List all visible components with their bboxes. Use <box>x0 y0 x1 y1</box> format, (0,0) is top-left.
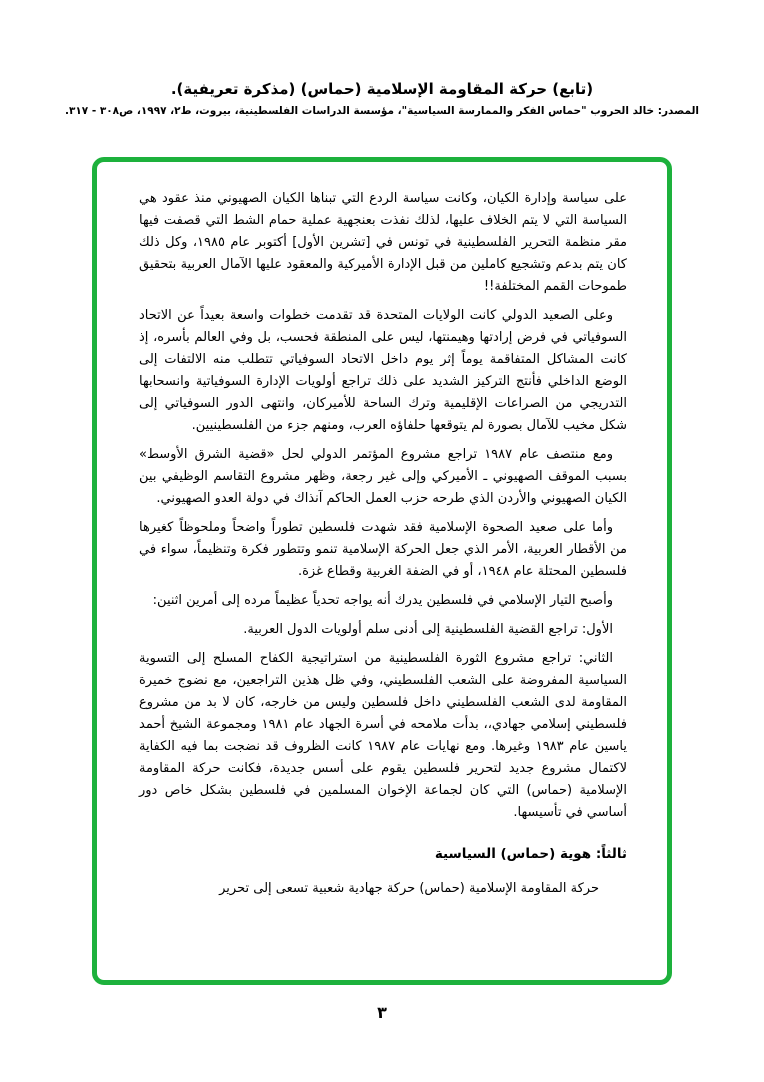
page-number: ٣ <box>377 1003 387 1022</box>
list-item-second: الثاني: تراجع مشروع الثورة الفلسطينية من استراتيجية الكفاح المسلح إلى التسوية السياسية المفروضة على الشعب الفلسطيني، وفي ظل هذين التراجعين، مع نضوج خميرة المقاومة لدى الشعب الفلسطيني داخل فلسطين وليس من خارجه، كان لا بد من مشروع فلسطيني إسلامي جهادي،، بدأت ملامحه في أسرة الجهاد عام ١٩٨١ ومجموعة الشيخ أحمد ياسين عام ١٩٨٣ وغيرها. ومع نهايات عام ١٩٨٧ كانت الظروف قد نضجت بما فيه الكفاية لاكتمال مشروع جديد لتحرير فلسطين يقوم على أسس جديدة، فكانت حركة المقاومة الإسلامية (حماس) التي كان لجماعة الإخوان المسلمين في فلسطين بشكل خاص دور أساسي في تأسيسها. <box>139 651 627 820</box>
paragraph: على سياسة وإدارة الكيان، وكانت سياسة الردع التي تبناها الكيان الصهيوني منذ عقود هي السياسة التي لا يتم الخلاف عليها، لذلك نفذت بعنجهية عملية حمام الشط التي قصفت فيها مقر منظمة التحرير الفلسطينية في تونس في [تشرين الأول] أكتوبر عام ١٩٨٥، وكل ذلك كان يتم بدعم وتشجيع كاملين من قبل الإدارة الأميركية والمعقود عليها الآمال العربية بتحقيق طموحات القمم المختلفة!! <box>139 191 627 294</box>
paragraph: وأصبح التيار الإسلامي في فلسطين يدرك أنه يواجه تحدياً عظيماً مرده إلى أمرين اثنين: <box>152 593 613 608</box>
document-title: (تابع) حركة المقاومة الإسلامية (حماس) (مذكرة تعريفية). <box>170 80 594 98</box>
paragraph: وعلى الصعيد الدولي كانت الولايات المتحدة قد تقدمت خطوات واسعة بعيداً عن الاتحاد السوفياتي في فرض إرادتها وهيمنتها، ليس على المنطقة فحسب، بل وفي العالم بأسره، إذ كانت المشاكل المتفاقمة يوماً إثر يوم داخل الاتحاد السوفياتي تتطلب منه الالتفات إلى الوضع الداخلي فأنتج التركيز الشديد على ذلك تراجع أولويات الإدارة السوفياتية وانسحابها التدريجي من الصراعات الإقليمية وترك الساحة للأميركان، وانتهى الدور السوفياتي إلى شكل مخيب للآمال بصورة لم يتوقعها حلفاؤه العرب، ومنهم جزء من الفلسطينيين. <box>139 308 627 433</box>
section-heading: ثالثاً: هوية (حماس) السياسية <box>434 846 627 862</box>
list-item-first: الأول: تراجع القضية الفلسطينية إلى أدنى سلم أولويات الدول العربية. <box>243 622 613 637</box>
paragraph: حركة المقاومة الإسلامية (حماس) حركة جهادية شعبية تسعى إلى تحرير <box>219 881 599 896</box>
paragraph: وأما على صعيد الصحوة الإسلامية فقد شهدت فلسطين تطوراً واضحاً وملحوظاً كغيرها من الأقطار العربية، الأمر الذي جعل الحركة الإسلامية تنمو وتتطور فكرة وتنظيماً، سواء في فلسطين المحتلة عام ١٩٤٨، أو في الضفة الغربية وقطاع غزة. <box>139 520 627 579</box>
paragraph: ومع منتصف عام ١٩٨٧ تراجع مشروع المؤتمر الدولي لحل «قضية الشرق الأوسط» بسبب الموقف الصهيوني ـ الأميركي وإلى غير رجعة، وظهر مشروع التقاسم الوظيفي بين الكيان الصهيوني والأردن الذي طرحه حزب العمل الحاكم آنذاك في دولة العدو الصهيوني. <box>139 447 627 506</box>
content-box <box>92 157 672 985</box>
source-citation: المصدر: خالد الحروب "حماس الفكر والممارسة السياسية"، مؤسسة الدراسات الفلسطينية، بيروت، ط٢، ١٩٩٧، ص٣٠٨ - ٣١٧. <box>64 105 700 117</box>
